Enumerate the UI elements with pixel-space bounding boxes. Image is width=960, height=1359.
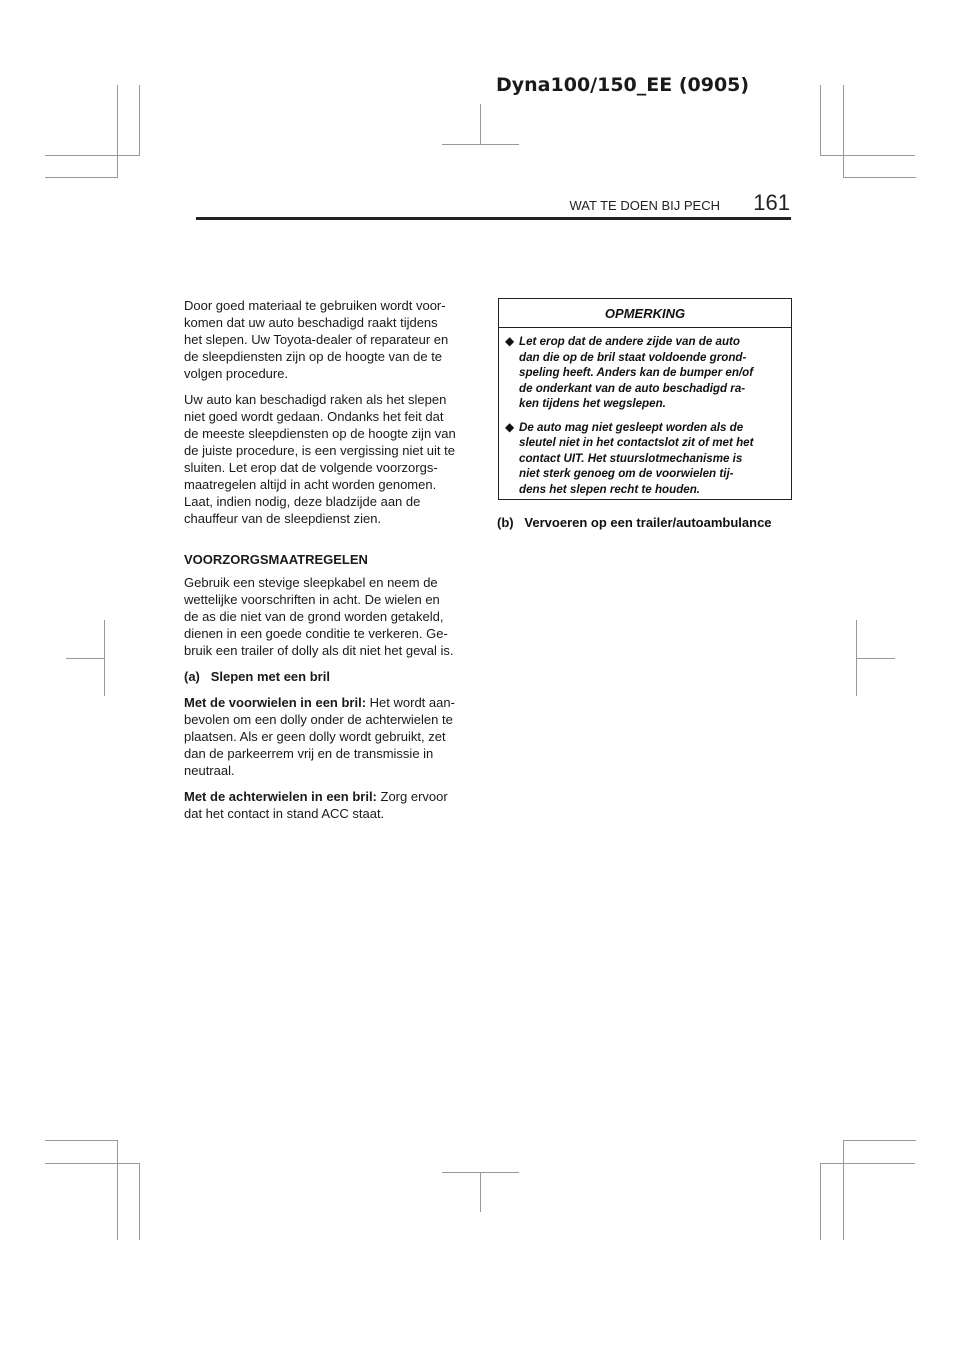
front-wheels-paragraph [184,694,480,779]
crop-mark [442,144,519,145]
left-column [184,297,480,831]
subsection-b-heading: (b) Vervoeren op een trailer/autoambulance [497,515,772,530]
crop-mark [66,658,105,659]
precautions-paragraph: Gebruik een stevige sleepkabel en neem de wettelijke voorschriften in acht. De wielen en de as die niet van de grond worden getakeld, dienen in een goede conditie te verkeren. Ge- bruik een trailer of dolly als dit niet het geval is. [184,575,454,658]
page-number: 161 [753,190,790,215]
subsection-a-heading: (a) Slepen met een bril [184,669,330,684]
crop-mark [843,1140,916,1141]
front-wheels-label: Met de voorwielen in een bril: [184,695,367,710]
crop-mark [480,104,481,144]
note-item [503,334,785,412]
crop-mark [820,155,915,156]
note-title: OPMERKING [499,299,791,328]
header-rule [196,217,791,220]
note-item-text: Let erop dat de andere zijde van de auto dan die op de bril staat voldoende grond- speling heeft. Anders kan de bumper en/of de onderkant van de auto beschadigd ra- ken tijdens het wegslepen. [519,335,754,410]
crop-mark [45,155,140,156]
section-title: WAT TE DOEN BIJ PECH [569,198,720,213]
note-box [498,298,792,500]
note-item-text: De auto mag niet gesleept worden als de sleutel niet in het contactslot zit of met het contact UIT. Het stuurslotmechanisme is niet sterk genoeg om de voorwielen tij- dens het slepen recht te houden. [519,420,754,496]
crop-mark [843,85,844,177]
rear-wheels-label: Met de achterwielen in een bril: [184,789,377,804]
crop-mark [139,1163,140,1240]
crop-mark [843,1140,844,1240]
rear-wheels-text: Zorg ervoor dat het contact in stand ACC staat. [184,789,448,821]
warning-paragraph: Uw auto kan beschadigd raken als het slepen niet goed wordt gedaan. Ondanks het feit dat de meeste sleepdiensten op de hoogte zijn van de juiste procedure, is een vergissing niet uit te sluiten. Let erop dat de volgende voorzorgs- maatregelen altijd in acht worden genomen. Laat, indien nodig, deze bladzijde aan de chauffeur van de sleepdienst zien. [184,392,456,526]
diamond-bullet-icon: ◆ [505,334,515,348]
crop-mark [139,85,140,155]
note-list [499,328,791,497]
rear-wheels-paragraph [184,788,480,822]
intro-paragraph: Door goed materiaal te gebruiken wordt voor- komen dat uw auto beschadigd raakt tijdens het slepen. Uw Toyota-dealer of reparateur en de sleepdiensten zijn op de hoogte van de te volgen procedure. [184,298,449,381]
crop-mark [820,1163,821,1240]
crop-mark [45,1140,118,1141]
crop-mark [856,658,895,659]
document-id: Dyna100/150_EE (0905) [496,74,750,96]
crop-mark [117,85,118,177]
diamond-bullet-icon: ◆ [505,419,515,434]
crop-mark [480,1172,481,1212]
crop-mark [117,1140,118,1240]
crop-mark [45,1163,140,1164]
crop-mark [820,85,821,155]
crop-mark [843,177,916,178]
crop-mark [45,177,118,178]
crop-mark [820,1163,915,1164]
precautions-heading: VOORZORGSMAATREGELEN [184,552,368,567]
front-wheels-text: Het wordt aan- bevolen om een dolly onder de achterwielen te plaatsen. Als er geen dolly wordt gebruikt, zet dan de parkeerrem vrij en de transmissie in neutraal. [184,695,455,778]
note-item [503,420,785,498]
